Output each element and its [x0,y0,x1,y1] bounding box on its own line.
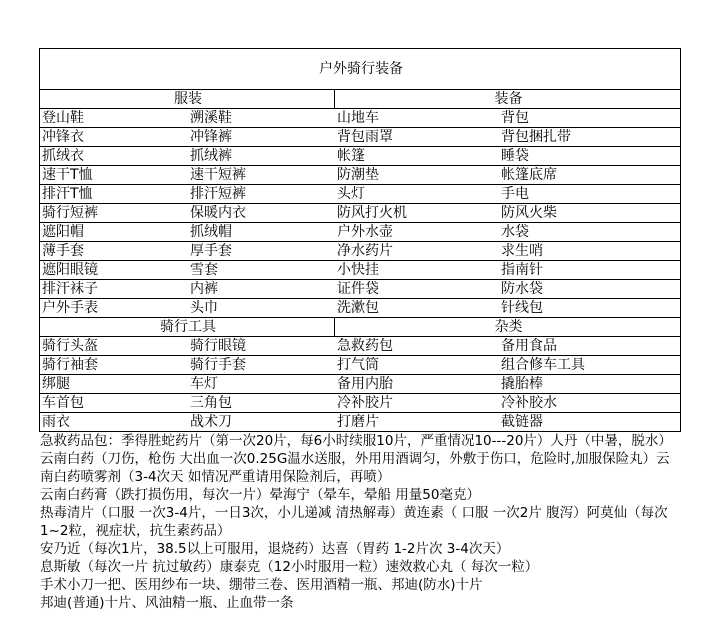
note-line: 云南白药膏（跌打损伤用，每次一片）晕海宁（晕车，晕船 用量50毫克） [40,487,480,503]
table-cell: 急救药包 [335,337,499,356]
table-cell: 雪套 [188,261,335,280]
table-cell: 冲锋裤 [188,128,335,147]
table-cell: 打气筒 [335,356,499,375]
table-cell: 防水袋 [499,280,681,299]
table-cell: 户外水壶 [335,223,499,242]
section-misc: 杂类 [335,318,681,337]
table-cell: 截链器 [499,413,681,432]
table-row [40,223,681,242]
table-cell: 厚手套 [188,242,335,261]
table-cell: 指南针 [499,261,681,280]
table-row [40,299,681,318]
table-cell: 骑行眼镜 [188,337,335,356]
table-row [40,356,681,375]
table-row [40,394,681,413]
table-cell: 组合修车工具 [499,356,681,375]
table-cell: 速干T恤 [40,166,188,185]
table-row [40,109,681,128]
note-line: 安乃近（每次1片，38.5以上可服用，退烧药）达喜（胃药 1-2片次 3-4次天） [40,541,510,557]
equipment-table [39,48,681,432]
table-cell: 备用内胎 [335,375,499,394]
table-cell: 溯溪鞋 [188,109,335,128]
table-cell: 背包雨罩 [335,128,499,147]
equipment-sheet [39,48,680,430]
table-cell: 排汗短裤 [188,185,335,204]
table-row [40,128,681,147]
table-row [40,204,681,223]
table-cell: 帐篷底席 [499,166,681,185]
table-cell: 战术刀 [188,413,335,432]
table-cell: 针线包 [499,299,681,318]
table-cell: 防潮垫 [335,166,499,185]
table-cell: 头灯 [335,185,499,204]
table-cell: 求生哨 [499,242,681,261]
first-aid-notes [40,432,680,612]
table-cell: 净水药片 [335,242,499,261]
section-clothing: 服装 [40,90,335,109]
table-cell: 遮阳眼镜 [40,261,188,280]
section-equipment: 装备 [335,90,681,109]
table-cell: 三角包 [188,394,335,413]
table-cell: 骑行头盔 [40,337,188,356]
table-cell: 抓绒帽 [188,223,335,242]
note-line: 热毒清片（口服 一次3-4片，一日3次，小儿递减 清热解毒）黄连素（ 口服 一次2片 腹泻）阿莫仙（每次1~2粒，视症状，抗生素药品） [40,505,668,539]
table-cell: 车灯 [188,375,335,394]
table-cell: 速干短裤 [188,166,335,185]
table-cell: 备用食品 [499,337,681,356]
table-cell: 抓绒衣 [40,147,188,166]
note-line: 云南白药（刀伤，枪伤 大出血一次0.25G温水送服，外用用酒调匀，外敷于伤口，危险时,加服保险丸）云南白药喷雾剂（3-4次天 如情况严重请用保险剂后，再喷） [40,451,670,485]
table-cell: 背包捆扎带 [499,128,681,147]
table-cell: 骑行短裤 [40,204,188,223]
table-cell: 撬胎棒 [499,375,681,394]
table-cell: 背包 [499,109,681,128]
sheet-title: 户外骑行装备 [40,49,681,90]
table-cell: 防风打火机 [335,204,499,223]
table-cell: 冷补胶水 [499,394,681,413]
table-cell: 保暖内衣 [188,204,335,223]
note-line: 息斯敏（每次一片 抗过敏药）康泰克（12小时服用一粒）速效救心丸（ 每次一粒） [40,559,539,575]
table-row [40,147,681,166]
table-row [40,337,681,356]
table-row [40,242,681,261]
table-cell: 户外手表 [40,299,188,318]
table-cell: 遮阳帽 [40,223,188,242]
table-cell: 山地车 [335,109,499,128]
table-cell: 手电 [499,185,681,204]
table-cell: 雨衣 [40,413,188,432]
table-cell: 水袋 [499,223,681,242]
table-cell: 内裤 [188,280,335,299]
note-line: 邦迪(普通)十片、风油精一瓶、止血带一条 [40,595,294,611]
table-cell: 证件袋 [335,280,499,299]
table-cell: 登山鞋 [40,109,188,128]
table-cell: 洗漱包 [335,299,499,318]
table-cell: 骑行手套 [188,356,335,375]
note-line: 手术小刀一把、医用纱布一块、绷带三卷、医用酒精一瓶、邦迪(防水)十片 [40,577,483,593]
table-row [40,261,681,280]
table-cell: 帐篷 [335,147,499,166]
table-cell: 薄手套 [40,242,188,261]
table-cell: 冷补胶片 [335,394,499,413]
table-cell: 排汗袜子 [40,280,188,299]
table-row [40,375,681,394]
table-cell: 防风火柴 [499,204,681,223]
table-row [40,413,681,432]
section-riding-gear: 骑行工具 [40,318,335,337]
table-cell: 打磨片 [335,413,499,432]
table-cell: 抓绒裤 [188,147,335,166]
table-cell: 车首包 [40,394,188,413]
table-cell: 绑腿 [40,375,188,394]
table-cell: 骑行袖套 [40,356,188,375]
table-cell: 小快挂 [335,261,499,280]
table-row [40,280,681,299]
table-row [40,166,681,185]
table-cell: 睡袋 [499,147,681,166]
table-cell: 头巾 [188,299,335,318]
table-cell: 冲锋衣 [40,128,188,147]
note-line: 急救药品包：季得胜蛇药片（第一次20片，每6小时续服10片，严重情况10---20片）人丹（中暑，脱水） [40,433,672,449]
table-cell: 排汗T恤 [40,185,188,204]
table-row [40,185,681,204]
